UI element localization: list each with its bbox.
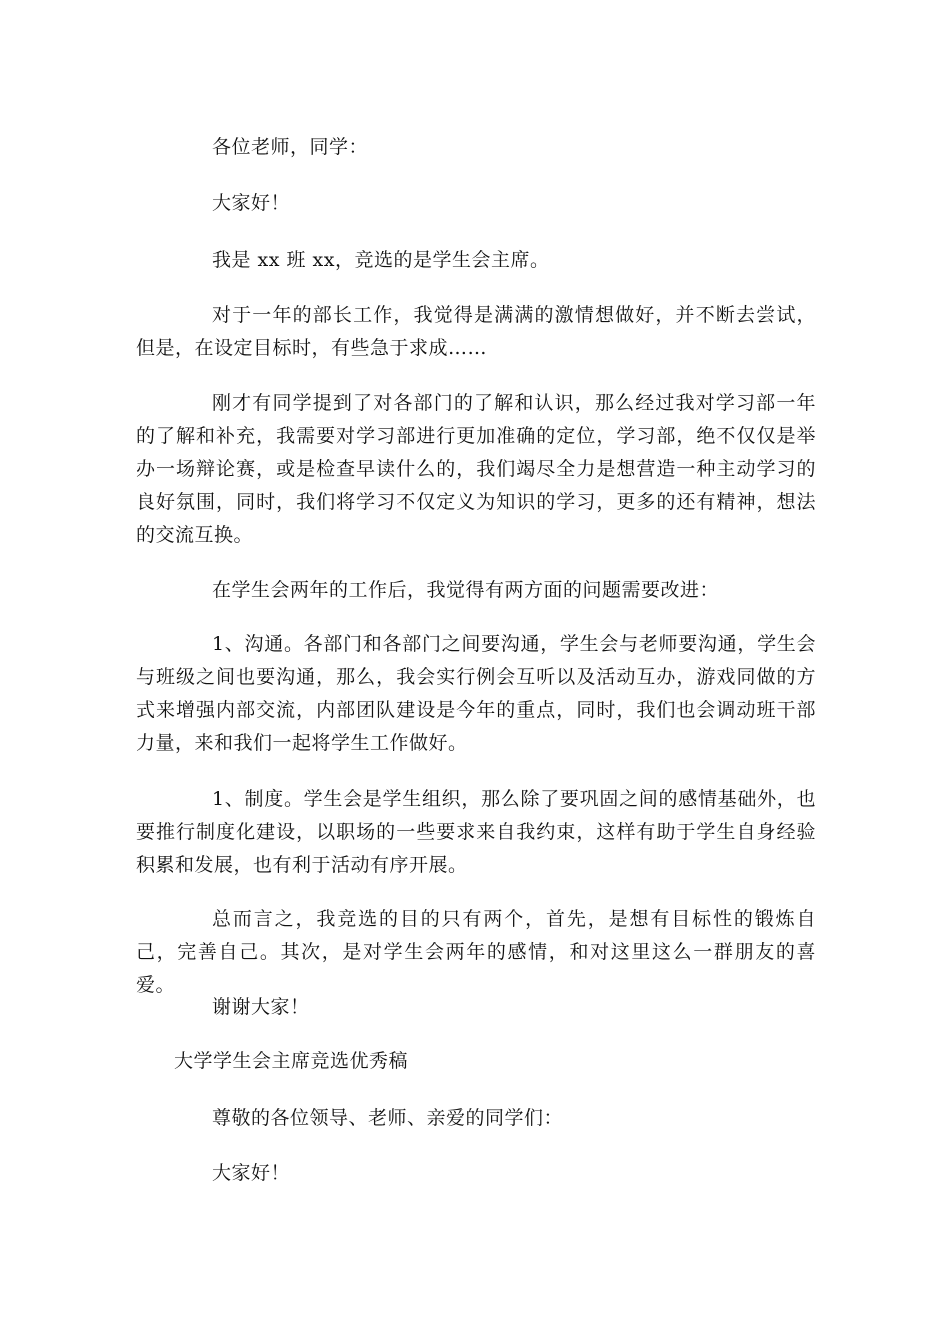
self-introduction: 我是 xx 班 xx，竞选的是学生会主席。 [212, 249, 550, 271]
paragraph-communication: 1、沟通。各部门和各部门之间要沟通，学生会与老师要沟通，学生会与班级之间也要沟通，那么，我会实行例会互听以及活动互办，游戏同做的方式来增强内部交流，内部团队建设是今年的重点，同时，我们也会调动班干部力量，来和我们一起将学生工作做好。 [136, 633, 816, 754]
paragraph-study-department: 刚才有同学提到了对各部门的了解和认识，那么经过我对学习部一年的了解和补充，我需要对学习部进行更加准确的定位，学习部，绝不仅仅是举办一场辩论赛，或是检查早读什么的，我们竭尽全力是想营造一种主动学习的良好氛围，同时，我们将学习不仅定义为知识的学习，更多的还有精神，想法的交流互换。 [136, 392, 816, 546]
paragraph-system: 1、制度。学生会是学生组织，那么除了要巩固之间的感情基础外，也要推行制度化建设，以职场的一些要求来自我约束，这样有助于学生自身经验积累和发展，也有利于活动有序开展。 [136, 788, 816, 876]
second-greeting: 大家好！ [212, 1162, 291, 1184]
salutation: 各位老师，同学： [212, 136, 369, 158]
paragraph-improvements-intro: 在学生会两年的工作后，我觉得有两方面的问题需要改进： [212, 579, 720, 601]
second-salutation: 尊敬的各位领导、老师、亲爱的同学们： [212, 1107, 564, 1129]
paragraph-summary: 总而言之，我竞选的目的只有两个，首先，是想有目标性的锻炼自己，完善自己。其次，是对学生会两年的感情，和对这里这么一群朋友的喜爱。 [136, 908, 816, 996]
closing-thanks: 谢谢大家！ [212, 996, 310, 1018]
paragraph-work-review: 对于一年的部长工作，我觉得是满满的激情想做好，并不断去尝试，但是，在设定目标时，有些急于求成…… [136, 304, 816, 359]
second-speech-title: 大学学生会主席竞选优秀稿 [174, 1050, 409, 1072]
greeting: 大家好！ [212, 192, 291, 214]
